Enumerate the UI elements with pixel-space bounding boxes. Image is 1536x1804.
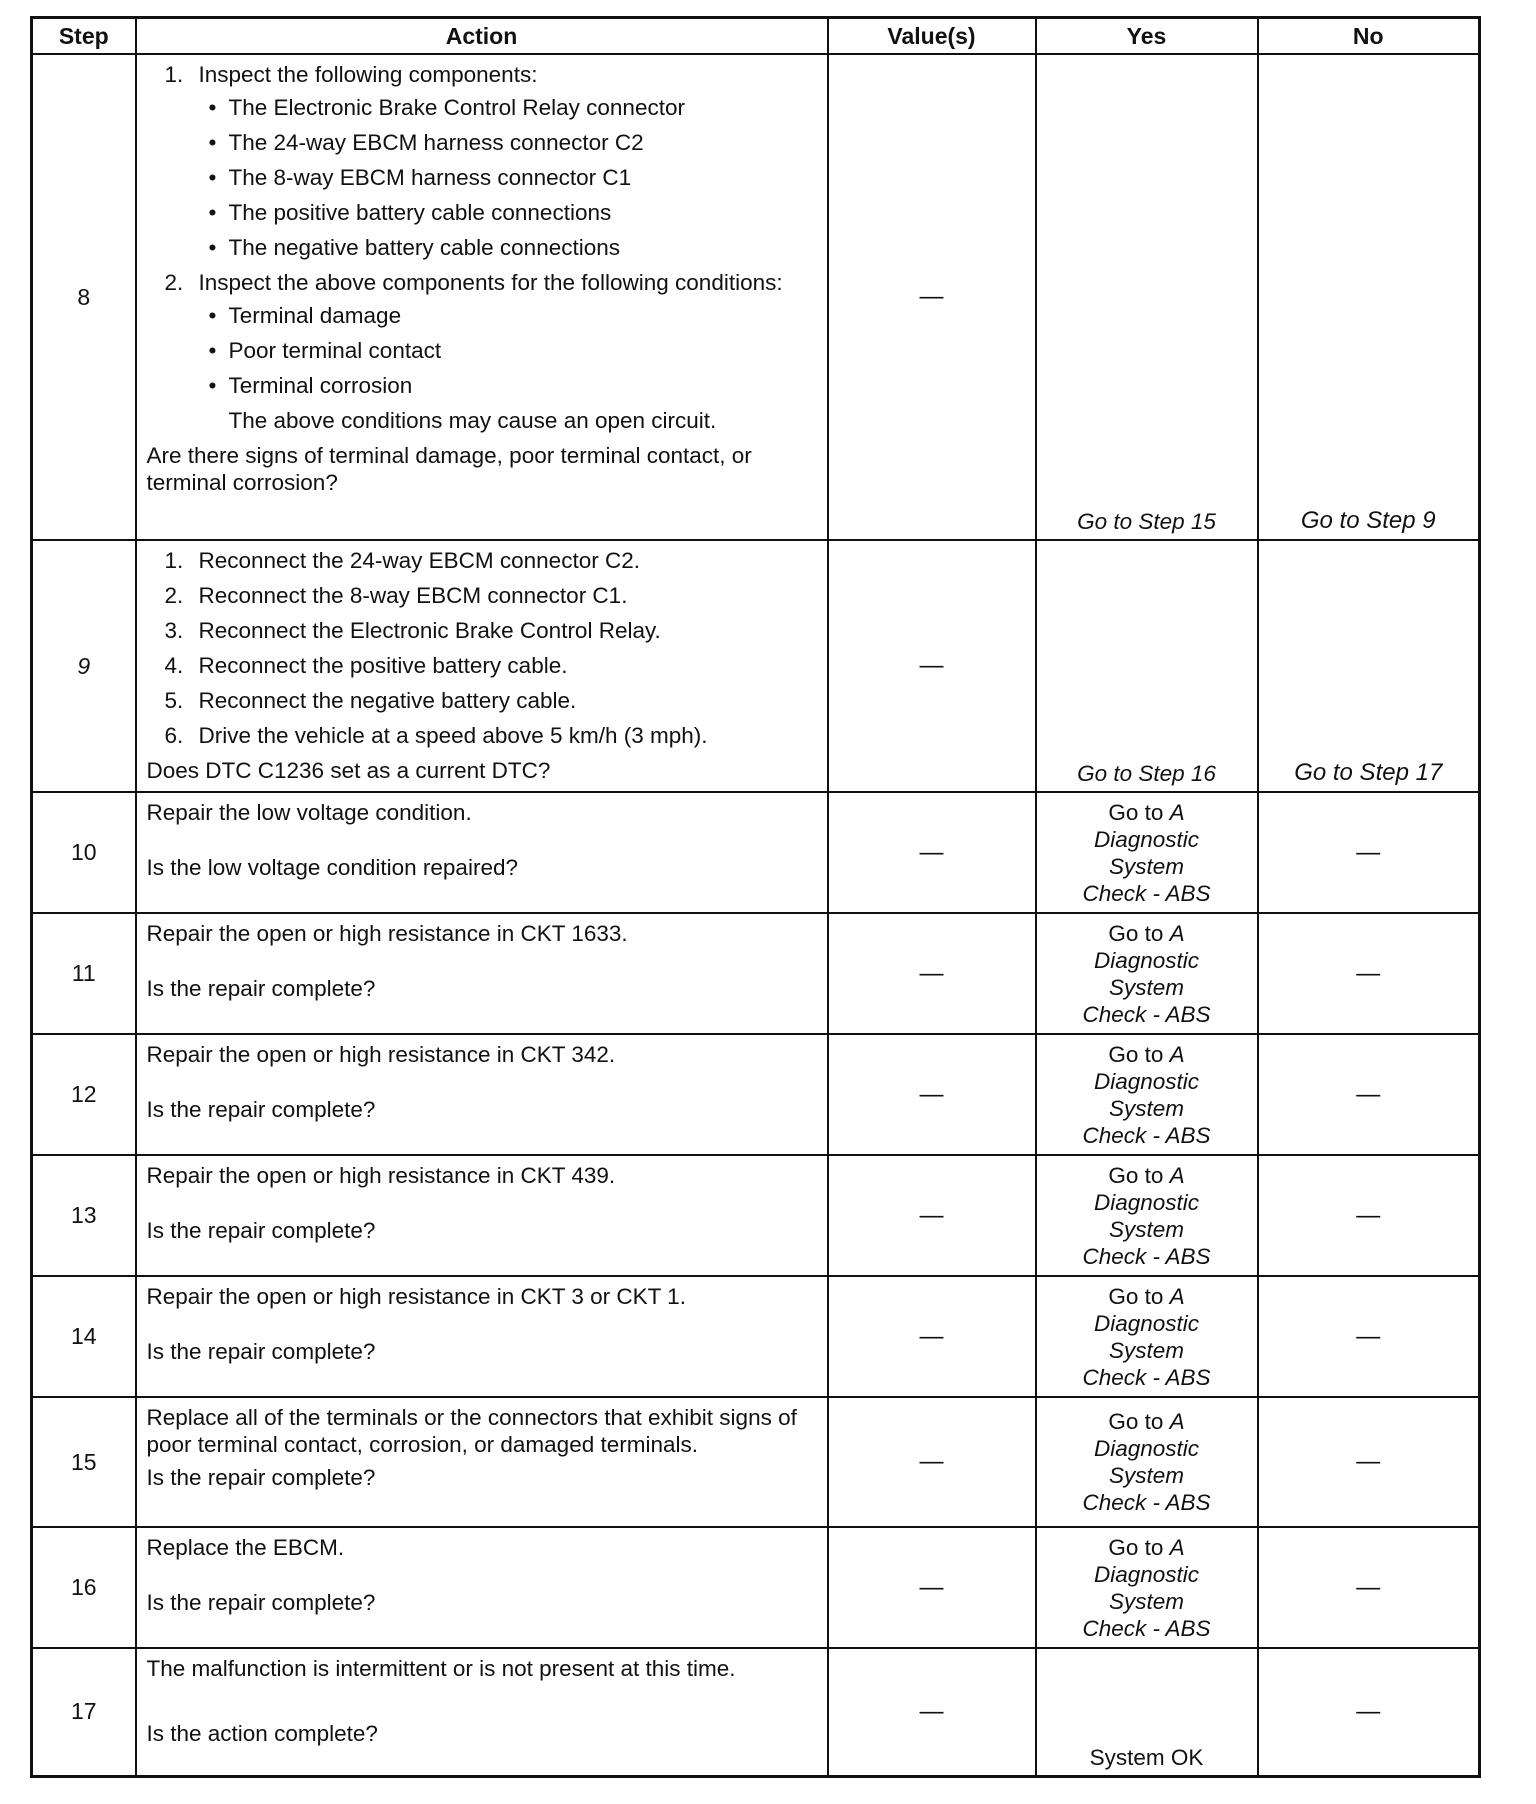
action-text: Replace the EBCM. bbox=[146, 1535, 345, 1560]
yes-cell bbox=[1036, 1155, 1258, 1276]
question-text: Is the repair complete? bbox=[146, 1218, 376, 1243]
goto-target: A bbox=[1169, 1283, 1185, 1309]
question-text: Is the repair complete? bbox=[146, 976, 376, 1001]
no-cell: — bbox=[1258, 1276, 1480, 1397]
question-text: Is the action complete? bbox=[146, 1721, 378, 1746]
no-cell: — bbox=[1258, 1397, 1480, 1527]
goto-target: A bbox=[1169, 920, 1185, 946]
diagnostic-document bbox=[30, 16, 1478, 1778]
header-no: No bbox=[1258, 18, 1480, 55]
question-text: Is the repair complete? bbox=[146, 1465, 376, 1490]
step-number: 16 bbox=[32, 1527, 136, 1648]
no-cell: — bbox=[1258, 1155, 1480, 1276]
yes-line: System bbox=[1108, 1095, 1184, 1121]
action-cell bbox=[136, 1034, 828, 1155]
header-yes: Yes bbox=[1036, 18, 1258, 55]
action-text: Repair the open or high resistance in CKT 3 or CKT 1. bbox=[146, 1284, 686, 1309]
yes-line bbox=[1037, 1283, 1257, 1310]
question-text: Does DTC C1236 set as a current DTC? bbox=[146, 758, 551, 783]
yes-line bbox=[1037, 1162, 1257, 1189]
bullet-list bbox=[199, 94, 817, 261]
yes-line: System bbox=[1108, 974, 1184, 1000]
goto-target: A bbox=[1169, 799, 1185, 825]
item-text: Reconnect the positive battery cable. bbox=[198, 653, 568, 678]
item-number: 1. bbox=[164, 548, 184, 573]
yes-line: Diagnostic bbox=[1093, 1068, 1200, 1094]
table-row-step-9 bbox=[32, 540, 1480, 792]
action-steps bbox=[147, 547, 817, 749]
action-cell bbox=[136, 792, 828, 913]
step-number: 8 bbox=[32, 54, 136, 540]
diagnostic-table bbox=[30, 16, 1481, 1778]
item-text: Drive the vehicle at a speed above 5 km/h (3 mph). bbox=[198, 723, 708, 748]
item-text: Inspect the above components for the following conditions: bbox=[198, 270, 783, 295]
yes-line bbox=[1037, 1041, 1257, 1068]
goto-target: A bbox=[1169, 1409, 1185, 1434]
yes-cell bbox=[1036, 1276, 1258, 1397]
no-cell: Go to Step 17 bbox=[1258, 540, 1480, 792]
yes-line: Diagnostic bbox=[1093, 826, 1200, 852]
table-row-step-13 bbox=[32, 1155, 1480, 1276]
value-cell: — bbox=[828, 1527, 1036, 1648]
step-number: 12 bbox=[32, 1034, 136, 1155]
yes-line: Diagnostic bbox=[1093, 1310, 1200, 1336]
item-text: Reconnect the 8-way EBCM connector C1. bbox=[198, 583, 628, 608]
yes-line: System bbox=[1108, 853, 1184, 879]
value-cell: — bbox=[828, 540, 1036, 792]
table-row-step-12 bbox=[32, 1034, 1480, 1155]
yes-line: Diagnostic bbox=[1093, 947, 1200, 973]
step-number: 17 bbox=[32, 1648, 136, 1776]
list-item bbox=[147, 61, 817, 261]
list-item: • The Electronic Brake Control Relay connector bbox=[199, 94, 817, 121]
item-number: 2. bbox=[164, 270, 184, 295]
yes-line: Diagnostic bbox=[1093, 1189, 1200, 1215]
value-cell: — bbox=[828, 913, 1036, 1034]
action-text: Replace all of the terminals or the connectors that exhibit signs of poor terminal contact, corrosion, or damaged terminals. bbox=[146, 1405, 797, 1457]
goto-target: A bbox=[1169, 1534, 1185, 1560]
item-number: 6. bbox=[164, 723, 184, 748]
step-number: 11 bbox=[32, 913, 136, 1034]
table-row-step-10 bbox=[32, 792, 1480, 913]
item-number: 5. bbox=[164, 688, 184, 713]
yes-line: System bbox=[1108, 1588, 1184, 1614]
value-cell: — bbox=[828, 1034, 1036, 1155]
action-cell bbox=[136, 913, 828, 1034]
header-action: Action bbox=[136, 18, 828, 55]
list-item: • The positive battery cable connections bbox=[199, 199, 817, 226]
list-item: • The 8-way EBCM harness connector C1 bbox=[199, 164, 817, 191]
yes-line: Diagnostic bbox=[1093, 1436, 1200, 1461]
goto-target: A bbox=[1169, 1162, 1185, 1188]
header-step: Step bbox=[32, 18, 136, 55]
bullet-list bbox=[199, 302, 817, 399]
value-cell: — bbox=[828, 792, 1036, 913]
item-number: 4. bbox=[164, 653, 184, 678]
action-cell bbox=[136, 1648, 828, 1776]
item-text: Reconnect the negative battery cable. bbox=[198, 688, 577, 713]
goto-text: Go to bbox=[1108, 1283, 1164, 1309]
yes-line bbox=[1037, 1534, 1257, 1561]
value-cell: — bbox=[828, 1648, 1036, 1776]
yes-line bbox=[1037, 920, 1257, 947]
goto-text: Go to bbox=[1108, 1162, 1164, 1188]
yes-cell bbox=[1036, 1034, 1258, 1155]
step-number: 14 bbox=[32, 1276, 136, 1397]
yes-cell: Go to Step 15 bbox=[1036, 54, 1258, 540]
yes-line: Check - ABS bbox=[1082, 1615, 1211, 1641]
item-text: Inspect the following components: bbox=[198, 62, 538, 87]
list-item bbox=[147, 547, 817, 574]
goto-text: Go to bbox=[1108, 799, 1164, 825]
yes-cell bbox=[1036, 913, 1258, 1034]
yes-line: Check - ABS bbox=[1082, 1243, 1211, 1269]
action-cell bbox=[136, 540, 828, 792]
list-item: • Terminal corrosion bbox=[199, 372, 817, 399]
no-cell: — bbox=[1258, 913, 1480, 1034]
item-text: Reconnect the Electronic Brake Control Relay. bbox=[198, 618, 661, 643]
item-number: 2. bbox=[164, 583, 184, 608]
table-row-step-16 bbox=[32, 1527, 1480, 1648]
question-text: Is the repair complete? bbox=[146, 1097, 376, 1122]
yes-line: System bbox=[1108, 1216, 1184, 1242]
question-text: Is the low voltage condition repaired? bbox=[146, 855, 518, 880]
action-cell bbox=[136, 1527, 828, 1648]
no-cell: — bbox=[1258, 792, 1480, 913]
list-item bbox=[147, 652, 817, 679]
value-cell: — bbox=[828, 1276, 1036, 1397]
action-cell bbox=[136, 1276, 828, 1397]
no-cell: Go to Step 9 bbox=[1258, 54, 1480, 540]
header-values: Value(s) bbox=[828, 18, 1036, 55]
table-row-step-14 bbox=[32, 1276, 1480, 1397]
action-text: Repair the low voltage condition. bbox=[146, 800, 472, 825]
yes-cell bbox=[1036, 792, 1258, 913]
step-number: 15 bbox=[32, 1397, 136, 1527]
yes-cell: Go to Step 16 bbox=[1036, 540, 1258, 792]
yes-line bbox=[1037, 799, 1257, 826]
list-item bbox=[147, 582, 817, 609]
yes-line: Check - ABS bbox=[1082, 1122, 1211, 1148]
goto-text: Go to bbox=[1108, 920, 1164, 946]
step-number: 10 bbox=[32, 792, 136, 913]
yes-line: Diagnostic bbox=[1093, 1561, 1200, 1587]
goto-text: Go to bbox=[1108, 1409, 1164, 1434]
action-cell bbox=[136, 1155, 828, 1276]
item-number: 3. bbox=[164, 618, 184, 643]
action-text: The malfunction is intermittent or is not present at this time. bbox=[146, 1656, 736, 1681]
table-row-step-11 bbox=[32, 913, 1480, 1034]
yes-line: System bbox=[1108, 1337, 1184, 1363]
step-number: 13 bbox=[32, 1155, 136, 1276]
list-item bbox=[147, 687, 817, 714]
yes-line: Check - ABS bbox=[1082, 1001, 1211, 1027]
list-item: • The negative battery cable connections bbox=[199, 234, 817, 261]
no-cell: — bbox=[1258, 1527, 1480, 1648]
value-cell: — bbox=[828, 54, 1036, 540]
yes-cell bbox=[1036, 1397, 1258, 1527]
yes-cell: System OK bbox=[1036, 1648, 1258, 1776]
action-steps bbox=[147, 61, 817, 434]
value-cell: — bbox=[828, 1155, 1036, 1276]
no-cell: — bbox=[1258, 1034, 1480, 1155]
step-number: 9 bbox=[32, 540, 136, 792]
list-item: • Poor terminal contact bbox=[199, 337, 817, 364]
action-cell bbox=[136, 54, 828, 540]
table-row-step-15 bbox=[32, 1397, 1480, 1527]
goto-text: Go to bbox=[1108, 1534, 1164, 1560]
value-cell: — bbox=[828, 1397, 1036, 1527]
yes-line: Check - ABS bbox=[1082, 1364, 1211, 1390]
list-item bbox=[147, 269, 817, 434]
goto-text: Go to bbox=[1108, 1041, 1164, 1067]
yes-line: System bbox=[1108, 1463, 1184, 1488]
table-row-step-8 bbox=[32, 54, 1480, 540]
action-text: Repair the open or high resistance in CKT 1633. bbox=[146, 921, 628, 946]
yes-cell bbox=[1036, 1527, 1258, 1648]
list-item bbox=[147, 617, 817, 644]
yes-line: Check - ABS bbox=[1082, 880, 1211, 906]
action-text: Repair the open or high resistance in CKT 439. bbox=[146, 1163, 616, 1188]
list-item: • Terminal damage bbox=[199, 302, 817, 329]
action-text: Repair the open or high resistance in CKT 342. bbox=[146, 1042, 616, 1067]
header-row bbox=[32, 18, 1480, 55]
question-text: Is the repair complete? bbox=[146, 1339, 376, 1364]
yes-line: Check - ABS bbox=[1082, 1490, 1211, 1515]
goto-target: A bbox=[1169, 1041, 1185, 1067]
item-text: Reconnect the 24-way EBCM connector C2. bbox=[198, 548, 640, 573]
question-text: Is the repair complete? bbox=[146, 1590, 376, 1615]
question-text: Are there signs of terminal damage, poor terminal contact, or terminal corrosion? bbox=[146, 443, 752, 495]
item-number: 1. bbox=[164, 62, 184, 87]
note-text: The above conditions may cause an open circuit. bbox=[228, 408, 717, 433]
action-cell bbox=[136, 1397, 828, 1527]
yes-line bbox=[1037, 1408, 1257, 1435]
table-row-step-17 bbox=[32, 1648, 1480, 1776]
list-item bbox=[147, 722, 817, 749]
list-item: • The 24-way EBCM harness connector C2 bbox=[199, 129, 817, 156]
no-cell: — bbox=[1258, 1648, 1480, 1776]
